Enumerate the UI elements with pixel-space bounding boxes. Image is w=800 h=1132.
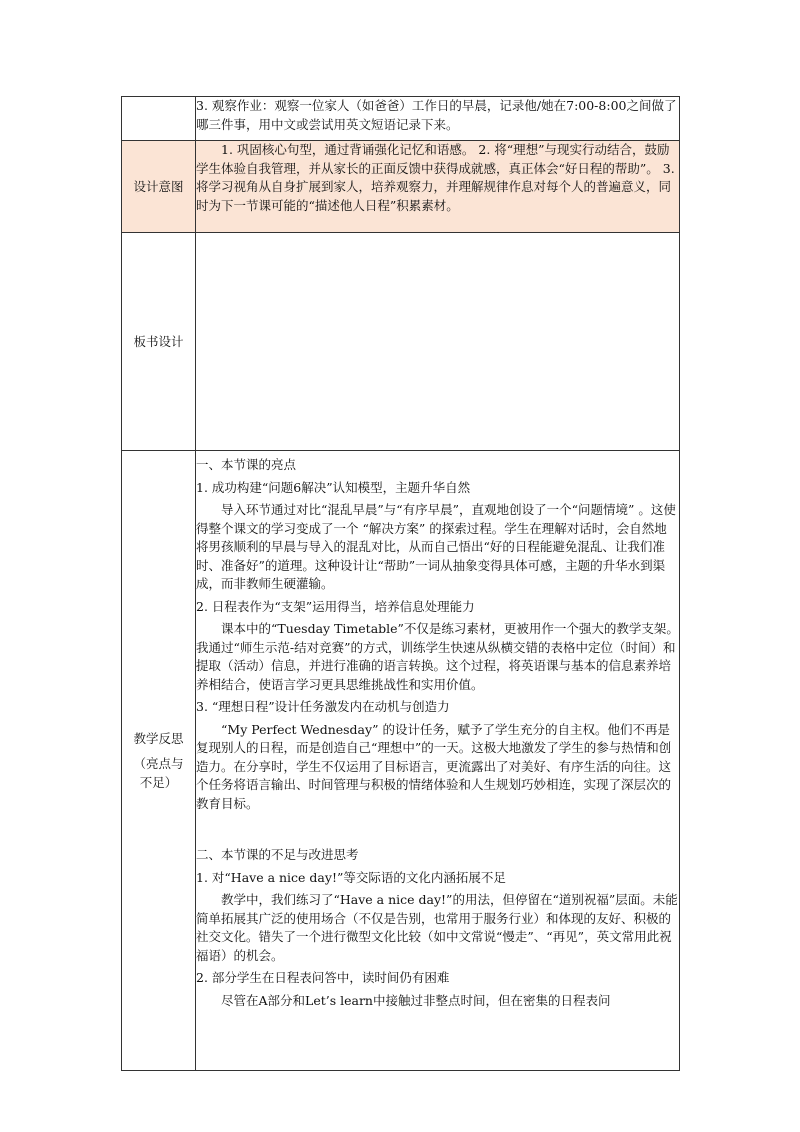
reflection-cell (196, 451, 680, 1071)
shortcoming-1-heading: 1. 对“Have a nice day!”等交际语的文化内涵拓展不足 (196, 869, 506, 885)
design-intent-row (122, 141, 680, 233)
highlight-1-text: 导入环节通过对比“混乱早晨”与“有序早晨”，直观地创设了一个“问题情境” 。这使得整个课文的学习变成了一个 “解决方案” 的探索过程。学生在理解对话时，会自然地将男孩顺利的早晨与导入的混乱对比，从而自己悟出“好的日程能避免混乱、让我们准时、准备好”的道理。这种设计让“帮助”一词从抽象变得具体可感，主题的升华水到渠成，而非教师生硬灌输。 (196, 502, 676, 591)
design-intent-text: 1. 巩固核心句型，通过背诵强化记忆和语感。 2. 将“理想”与现实行动结合，鼓励学生体验自我管理，并从家长的正面反馈中获得成就感，真正体会“好日程的帮助”。 3. 将学习视角从自身扩展到家人，培养观察力，并理解规律作息对每个人的普遍意义，同时为下一节课可能的“描述他人日程”积累素材。 (196, 142, 675, 213)
lesson-plan-table (121, 96, 680, 1071)
highlight-2-text: 课本中的“Tuesday Timetable”不仅是练习素材，更被用作一个强大的教学支架。我通过“师生示范-结对竞赛”的方式，训练学生快速从纵横交错的表格中定位（时间）和提取（活动）信息，并进行准确的语言转换。这个过程，将英语课与基本的信息素养培养相结合，使语言学习更具思维挑战性和实用价值。 (196, 621, 679, 692)
highlight-2-heading: 2. 日程表作为“支架”运用得当，培养信息处理能力 (196, 598, 475, 614)
highlight-3-text: “My Perfect Wednesday” 的设计任务，赋予了学生充分的自主权。他们不再是复现别人的日程，而是创造自己“理想中”的一天。这极大地激发了学生的参与热情和创造力。在分享时，学生不仅运用了目标语言，更流露出了对美好、有序生活的向往。这个任务将语言输出、时间管理与积极的情绪体验和人生规划巧妙相连，实现了深层次的教育目标。 (196, 721, 672, 811)
shortcomings-heading: 二、本节课的不足与改进思考 (196, 847, 359, 862)
document-page (121, 96, 680, 1071)
homework-label-cell (122, 97, 196, 141)
board-design-label: 板书设计 (122, 233, 196, 451)
homework-text: 3. 观察作业：观察一位家人（如爸爸）工作日的早晨，记录他/她在7:00-8:00之间做了哪三件事，用中文或尝试用英文短语记录下来。 (196, 98, 677, 132)
board-design-row (122, 233, 680, 451)
design-intent-cell (196, 141, 680, 233)
section-gap (196, 813, 679, 841)
board-design-cell (196, 233, 680, 451)
homework-row (122, 97, 680, 141)
highlight-1-heading: 1. 成功构建“问题6解决”认知模型，主题升华自然 (196, 479, 471, 495)
highlight-3-heading: 3. “理想日程”设计任务激发内在动机与创造力 (196, 699, 450, 714)
shortcoming-2-heading: 2. 部分学生在日程表问答中，读时间仍有困难 (196, 970, 450, 985)
homework-cell (196, 97, 680, 141)
design-intent-label: 设计意图 (122, 141, 196, 233)
shortcoming-2-text: 尽管在A部分和Let’s learn中接触过非整点时间，但在密集的日程表问 (221, 992, 611, 1008)
shortcoming-1-text: 教学中，我们练习了“Have a nice day!”的用法，但停留在“道别祝福”层面。未能简单拓展其广泛的使用场合（不仅是告别，也常用于服务行业）和体现的友好、积极的社交文化。错失了一个进行微型文化比较（如中文常说“慢走”、“再见”，英文常用此祝福语）的机会。 (196, 892, 678, 963)
highlights-heading: 一、本节课的亮点 (196, 457, 297, 472)
reflection-label: 教学反思 （亮点与 不足） (122, 451, 196, 1071)
reflection-row (122, 451, 680, 1071)
